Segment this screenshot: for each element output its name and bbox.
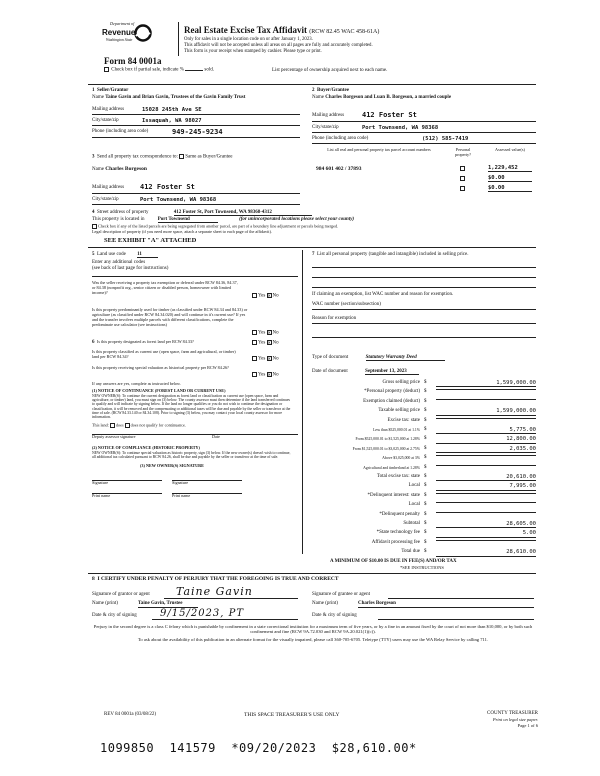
calc-value[interactable] (436, 512, 536, 513)
calc-label: From $525,000.01 to $1,525,000 at 1.28% (355, 437, 420, 442)
correspondence-mailing-label: Mailing address (92, 185, 125, 191)
buyer-phone-label: Phone (including area code) (312, 135, 369, 141)
perjury-notice: Perjury in the second degree is a class C felony which is punishable by confinement in a state correctional institution for a maximum term of five years, or by a fine in an amount fixed by the court of not more than $10,000, or by both such confinement and fine (RCW 9A.72.030 and RCW 9A.20.021(1)(c)). (93, 624, 533, 635)
calc-label: *Personal property (deduct) (364, 389, 420, 395)
personal-property-field-3[interactable] (312, 278, 536, 288)
doc-type-value[interactable]: Statutory Warranty Deed (366, 355, 445, 361)
calc-row (312, 474, 536, 481)
correspondence-section (92, 154, 300, 205)
ownership-label: List percentage of ownership acquired next to each name. (272, 68, 388, 73)
title-text: Real Estate Excise Tax Affidavit (184, 25, 307, 35)
timber-question-text: Is this property predominantly used for timber (as classified under RCW 84.34 and 84.33) or agriculture (as classified under RCW 84.34.020) and will continue in it's current use? If yes and the transfer involves multiple parcels with different classifications, complete the predominate use calculator (see instructions) (92, 307, 248, 327)
rule-top (88, 84, 536, 85)
forest-number: 6 (92, 340, 95, 345)
calc-value[interactable] (436, 455, 536, 456)
forest-q2-text: Is this property classified as current use (open space, farm and agricultural, or timber) land per RCW 84.34? (92, 349, 236, 359)
land-use-row (92, 252, 298, 258)
buyer-section-number: 2 (312, 88, 315, 93)
land-use-number: 5 (92, 252, 95, 257)
notice1-title: (1) NOTICE OF CONTINUANCE (FOREST LAND OR CURRENT USE) (92, 387, 226, 393)
dollar-sign: $ (424, 483, 427, 489)
buyer-name-label: Name (312, 94, 324, 100)
seller-heading: Seller/Grantor (97, 88, 129, 93)
forest-section (92, 340, 298, 504)
dollar-sign: $ (424, 511, 427, 517)
calc-label: Subtotal (403, 521, 420, 526)
calc-value[interactable]: 5,775.00 (436, 427, 536, 434)
grantee-name-value[interactable]: Charles Borgeson (358, 601, 534, 608)
yes-checkbox[interactable] (252, 293, 257, 298)
forest-q1-text: Is this property designated as forest land per RCW 84.33? (97, 339, 194, 344)
dept-line1: Department of (110, 21, 135, 26)
personal-property-field-1[interactable] (312, 258, 536, 268)
county-treasurer: COUNTY TREASURER (487, 711, 538, 716)
yes-label: Yes (258, 330, 266, 336)
deputy-label: Deputy assessor signature (92, 434, 136, 440)
if-yes-note: If any answers are yes, complete as instructed below. (92, 381, 181, 386)
calc-row (312, 521, 536, 528)
seller-mailing-value[interactable]: 15028 245th Ave SE (142, 106, 202, 113)
property-section (92, 210, 536, 244)
print-legal-note: Print on legal size paper. (492, 717, 538, 722)
calc-label: Above $3,025,000 at 3% (382, 456, 420, 461)
forest-q2-answer (252, 356, 279, 362)
dollar-sign: $ (424, 492, 427, 498)
new-owner-signature-block (92, 480, 298, 504)
seller-phone-value[interactable]: 949-245-9234 (172, 127, 223, 136)
correspondence-label: Send all property tax correspondence to: (97, 154, 178, 160)
personal-property-label: List all personal property (tangible and intangible) included in selling price. (317, 252, 469, 257)
does-label: does (115, 422, 124, 428)
dollar-sign: $ (424, 539, 427, 545)
correspondence-city-value[interactable]: Port Townsend, WA 98368 (140, 197, 217, 204)
buyer-section (312, 88, 536, 144)
calc-label: Agricultural and timberland at 1.28% (363, 465, 420, 470)
dollar-sign: $ (424, 408, 427, 414)
segregated-checkbox[interactable] (92, 224, 97, 229)
calc-row (312, 530, 536, 537)
forest-q1-answer (252, 340, 279, 346)
no-checkbox[interactable] (267, 293, 272, 298)
grantor-date-label: Date & city of signing (92, 613, 137, 618)
buyer-phone-value[interactable]: (512) 585-7419 (422, 135, 469, 142)
personal-property-checkbox[interactable] (460, 166, 465, 171)
header-divider (178, 22, 179, 56)
parcel-col-personal: Personal property? (454, 147, 472, 157)
same-as-buyer-checkbox[interactable] (179, 154, 184, 159)
grantee-sig-line[interactable] (388, 598, 534, 599)
seller-city-value[interactable]: Issaquah, WA 98027 (142, 117, 202, 124)
dollar-sign: $ (424, 436, 427, 442)
no-label: No (272, 330, 279, 336)
no-checkbox[interactable] (267, 340, 272, 345)
dollar-sign: $ (424, 474, 427, 479)
grantor-sig-line (164, 598, 298, 599)
certify-heading-row (92, 576, 339, 582)
yes-checkbox[interactable] (252, 340, 257, 345)
calc-row (312, 483, 536, 490)
parcel-row (312, 184, 536, 194)
correspondence-name-label: Name (92, 167, 104, 173)
calc-value[interactable]: 28,610.00 (436, 549, 536, 556)
dollar-sign: $ (424, 389, 427, 395)
calc-row (312, 408, 536, 415)
notice1-body: NEW OWNER(S): To continue the current designation as forest land or classification as current use (open space, farm and agriculture, or timber) land, you must sign on (3) below. The county assessor must then determine if the land transferred continues to qualify and will indicate by signing below. If the land no longer qualifies or you do not wish to continue the designation or classification, it will be removed and the compensating or additional taxes will be due and payable by the seller or transferor at the time of sale. (RCW 84.33.140 or 84.34.108). Prior to signing (3) below, you may contact your local county assessor for more information. (92, 393, 291, 420)
calc-row (312, 418, 536, 425)
calc-row (312, 446, 536, 453)
exemption-question-text: Was the seller receiving a property tax exemption or deferral under RCW 84.36, 84.37, or 84.38 (nonprofit org., senior citizen or disabled person, homeowner with limited income)? (92, 280, 238, 295)
grantee-date-line[interactable] (378, 619, 534, 620)
calc-row (312, 436, 536, 443)
assessed-value[interactable]: 1,229,452 (488, 165, 532, 172)
parcel-rows (312, 164, 536, 194)
dollar-sign: $ (424, 398, 427, 404)
signature-2-label[interactable]: Signature (172, 480, 242, 486)
grantor-name-value[interactable]: Taine Gavin, Trustee (138, 601, 198, 608)
calc-value[interactable] (436, 465, 536, 466)
see-back-label: (see back of last page for instructions) (92, 265, 169, 271)
seller-mailing-label: Mailing address (92, 106, 125, 112)
dollar-sign: $ (424, 521, 427, 526)
grantor-sig-label: Signature of grantor or agent (92, 592, 150, 597)
print-name-2-label[interactable]: Print name (172, 493, 242, 499)
seller-name-value[interactable]: Taine Gavin and Brian Gavin, Trustees of the Gavin Family Trust (105, 94, 246, 100)
correspondence-city-label: City/state/zip (92, 197, 119, 203)
buyer-mailing-value[interactable]: 412 Foster St (362, 110, 417, 119)
no-label: No (272, 356, 279, 362)
dollar-sign: $ (424, 464, 427, 470)
correspondence-number: 3 (92, 154, 95, 160)
exemption-answer (252, 293, 279, 299)
grantor-sig-row (92, 586, 300, 600)
correspondence-name-value[interactable]: Charles Borgeson (105, 166, 147, 173)
additional-codes-label: Enter any additional codes (92, 259, 146, 265)
seller-phone-label: Phone (including area code) (92, 128, 149, 134)
grantor-date-row (92, 609, 300, 621)
doc-date-row (312, 369, 536, 375)
timber-answer (252, 330, 279, 336)
personal-property-field-2[interactable] (312, 268, 536, 278)
buyer-city-row (312, 125, 536, 133)
seller-name-row (92, 95, 300, 101)
notice2-body: NEW OWNER(S): To continue special valuation as historic property, sign (3) below. If the new owner(s) doesn't wish to continue, all additional tax calculated pursuant to RCW 84.26, shall be due and payable by the seller or transferor at the time of sale. (92, 450, 291, 460)
calc-value[interactable]: 1,599,000.00 (436, 380, 536, 387)
additional-codes-field[interactable] (92, 271, 298, 277)
forest-question-3 (92, 366, 298, 382)
rev-number: REV 84 0001a (03/08/22) (104, 712, 156, 717)
correspondence-mailing-value[interactable]: 412 Foster St (140, 183, 195, 192)
wac-row (312, 302, 536, 310)
calc-row (312, 427, 536, 434)
calc-value[interactable]: 7,995.00 (436, 483, 536, 490)
street-value[interactable]: 412 Foster St, Port Townsend, WA 98368-4312 (174, 210, 312, 216)
parcel-number[interactable]: 984 601 402 / 37893 (316, 166, 362, 172)
seller-name-label: Name (92, 94, 104, 100)
calc-label: Gross selling price (382, 380, 420, 385)
deputy-date-label: Date (212, 434, 220, 440)
calc-row (312, 465, 536, 472)
same-as-buyer-label: Same as Buyer/Grantee (185, 154, 233, 160)
calc-value[interactable]: 20,610.00 (436, 474, 536, 481)
no-label: No (272, 340, 279, 346)
buyer-name-value[interactable]: Charles Borgeson and Luan B. Borgeson, a married couple (325, 94, 452, 100)
land-use-code[interactable]: 11 (137, 252, 158, 258)
dept-line2: Revenue (102, 28, 136, 37)
parcel-row (312, 174, 536, 184)
assessed-value[interactable]: $0.00 (488, 175, 532, 182)
grantee-signature-block (312, 586, 536, 621)
calc-row (312, 549, 536, 556)
buyer-city-value[interactable]: Port Townsend, WA 98368 (362, 124, 439, 131)
calc-label: Total excise tax: state (376, 474, 420, 479)
yes-label: Yes (258, 372, 266, 378)
reason-row (312, 316, 536, 324)
personal-property-checkbox[interactable] (460, 186, 465, 191)
buyer-mailing-row (312, 110, 536, 122)
minimum-line2: *SEE INSTRUCTIONS (400, 565, 444, 570)
calc-value[interactable]: 28,605.00 (436, 521, 536, 528)
street-label: Street address of property (97, 210, 149, 215)
calc-value[interactable] (436, 399, 536, 400)
dollar-sign: $ (424, 380, 427, 385)
doc-date-label: Date of document (312, 369, 348, 374)
partial-sale-checkbox[interactable] (104, 67, 109, 72)
reason-field[interactable] (312, 330, 536, 338)
seller-city-label: City/state/zip (92, 117, 119, 123)
located-row (92, 217, 536, 223)
no-label: No (272, 372, 279, 378)
personal-property-number: 7 (312, 252, 315, 257)
calc-row (312, 399, 536, 406)
calc-label: Local (408, 502, 420, 508)
seller-phone-row (92, 129, 300, 138)
exemption-label: If claiming an exemption, list WAC number and reason for exemption. (312, 291, 454, 297)
correspondence-mailing-row (92, 185, 300, 194)
yes-checkbox[interactable] (252, 372, 257, 377)
legal-description[interactable]: SEE EXHIBIT "A" ATTACHED (104, 236, 197, 244)
form-number: Form 84 0001a (104, 56, 162, 66)
grantor-name-label: Name (print) (92, 601, 118, 606)
dollar-sign: $ (424, 530, 427, 536)
calc-value[interactable] (436, 540, 536, 541)
doc-type-row (312, 355, 536, 361)
calc-value[interactable]: 12,800.00 (436, 436, 536, 443)
calc-value[interactable]: 2,035.00 (436, 446, 536, 453)
print-name-1-label[interactable]: Print name (92, 493, 162, 499)
title-ref: (RCW 82.45 WAC 458-61A) (309, 29, 380, 35)
signature-1-label[interactable]: Signature (92, 480, 162, 486)
this-land-row (92, 423, 298, 428)
calc-label: Local (408, 483, 420, 489)
yes-checkbox[interactable] (252, 330, 257, 335)
new-owner-signature-title: (3) NEW OWNER(S) SIGNATURE (140, 462, 204, 468)
rule-certify (88, 573, 536, 574)
partial-sale-row (104, 67, 214, 73)
personal-property-section (312, 252, 536, 338)
doc-date-value[interactable]: September 13, 2023 (365, 369, 419, 375)
calc-row (312, 389, 536, 396)
exemption-question (92, 281, 298, 307)
buyer-phone-row (312, 136, 536, 144)
calc-row (312, 455, 536, 462)
yes-label: Yes (258, 340, 266, 346)
does-checkbox[interactable] (110, 423, 115, 428)
grantee-name-label: Name (print) (312, 601, 338, 606)
timber-question (92, 308, 298, 340)
grantor-date-value[interactable]: 9/15/2023, PT (160, 608, 245, 619)
header-note3: This form is your receipt when stamped by cashier. Please type or print. (184, 49, 322, 54)
calc-label: Excise tax: state (387, 417, 420, 423)
calc-value[interactable] (436, 493, 536, 494)
dollar-sign: $ (424, 455, 427, 461)
dollar-sign: $ (424, 445, 427, 451)
correspondence-row (92, 154, 300, 160)
street-row (92, 210, 536, 216)
dollar-sign: $ (424, 549, 427, 555)
calc-value[interactable]: 5.00 (436, 530, 536, 537)
partial-sale-label: Check box if partial sale, indicate % (111, 67, 184, 73)
calc-label: Total due (401, 549, 420, 555)
assessed-value[interactable]: $0.00 (488, 185, 532, 192)
buyer-name-row (312, 95, 536, 101)
partial-sale-percent-field[interactable] (185, 70, 203, 71)
treasurer-use: THIS SPACE TREASURER'S USE ONLY (244, 712, 340, 718)
located-value[interactable]: Port Townsend (158, 217, 218, 223)
dollar-sign: $ (424, 417, 427, 423)
forest-q3-answer (252, 372, 279, 378)
land-use-section (92, 252, 298, 340)
buyer-heading: Buyer/Grantee (317, 88, 349, 93)
grantee-date-row (312, 609, 536, 621)
sold-label: sold. (204, 67, 214, 73)
parcel-row (312, 164, 536, 174)
grantee-sig-label: Signature of grantee or agent (312, 592, 371, 597)
dollar-sign: $ (424, 427, 427, 432)
header-note2: This affidavit will not be accepted unless all areas on all pages are fully and accurately completed. (184, 43, 373, 48)
calc-label: *Delinquent interest: state (367, 492, 420, 498)
no-checkbox[interactable] (267, 330, 272, 335)
reason-label: Reason for exemption (312, 315, 357, 321)
segregated-label: Check box if any of the listed parcels are being segregated from another parcel, are part of a boundary line adjustment or parcels being merged. (98, 222, 339, 228)
calc-row (312, 502, 536, 509)
legal-label: Legal description of property (if you need more space, attach a separate sheet to each page of the affidavit). (92, 228, 272, 234)
no-checkbox[interactable] (267, 356, 272, 361)
grantor-date-line (152, 619, 298, 620)
column-divider (302, 250, 303, 554)
property-number: 4 (92, 210, 95, 215)
calc-row (312, 540, 536, 547)
deputy-row (92, 434, 298, 446)
wac-label: WAC number (section/subsection) (312, 301, 381, 307)
treasurer-stamp: 1099850 141579 *09/20/2023 $28,610.00* (100, 741, 417, 755)
grantee-date-label: Date & city of signing (312, 613, 357, 618)
calc-value[interactable]: 1,599,000.00 (436, 408, 536, 415)
yes-label: Yes (258, 356, 266, 362)
dollar-sign: $ (424, 502, 427, 508)
calc-label: From $1,525,000.01 to $3,025,000 at 2.75% (352, 446, 420, 451)
calc-row (312, 493, 536, 500)
does-not-label: does not qualify for continuance. (130, 422, 186, 428)
correspondence-city-row (92, 197, 300, 205)
calc-label: *Delinquent penalty (379, 511, 420, 517)
no-checkbox[interactable] (267, 372, 272, 377)
grantor-signature-block (92, 586, 300, 621)
buyer-mailing-label: Mailing address (312, 112, 345, 118)
calc-label: Exemption claimed (deduct) (363, 398, 420, 404)
this-land-label: This land: (92, 422, 109, 428)
grantee-name-row (312, 600, 536, 609)
grantor-signature[interactable]: Taine Gavin (176, 585, 253, 598)
calc-value[interactable] (436, 389, 536, 390)
no-label: No (272, 293, 279, 299)
logo-swoosh-icon (134, 24, 152, 42)
buyer-city-label: City/state/zip (312, 124, 339, 130)
seller-city-row (92, 118, 300, 126)
calc-row (312, 380, 536, 387)
does-not-checkbox[interactable] (125, 423, 130, 428)
parcel-col-number: List all real and personal property tax parcel account numbers (327, 147, 431, 152)
rule-after-legal (88, 247, 536, 248)
correspondence-name-row (92, 166, 300, 173)
page-number: Page 1 of 6 (517, 723, 538, 728)
calc-label: Affidavit processing fee (371, 539, 420, 545)
seller-section-number: 1 (92, 88, 95, 93)
located-label: This property is located in (92, 216, 145, 222)
personal-property-checkbox[interactable] (460, 176, 465, 181)
forest-question-2 (92, 350, 298, 366)
calc-row (312, 512, 536, 519)
form-title (184, 25, 379, 36)
dept-line3: Washington State (106, 38, 133, 42)
header-note1: Only for sales in a single location code on or after January 1, 2023. (184, 37, 313, 42)
land-use-label: Land use code (97, 252, 126, 257)
calc-label: Taxable selling price (378, 408, 420, 414)
certify-heading: I CERTIFY UNDER PENALTY OF PERJURY THAT THE FOREGOING IS TRUE AND CORRECT (97, 576, 339, 582)
doc-type-label: Type of document (312, 355, 349, 360)
revenue-logo (88, 22, 168, 52)
grantee-sig-row (312, 586, 536, 600)
notice2-title: (2) NOTICE OF COMPLIANCE (HISTORIC PROPERTY) (92, 445, 200, 451)
calc-value[interactable] (436, 418, 536, 419)
certify-number: 8 (92, 576, 95, 582)
parcel-col-assessed: Assessed value(s) (495, 147, 525, 152)
yes-label: Yes (258, 293, 266, 299)
seller-mailing-row (92, 107, 300, 115)
calc-value[interactable] (436, 502, 536, 503)
minimum-line1: A MINIMUM OF $10.00 IS DUE IN FEE(S) AND/OR TAX (330, 559, 457, 564)
yes-checkbox[interactable] (252, 356, 257, 361)
seller-section (92, 88, 300, 138)
forest-q3-text: Is this property receiving special valuation as historical property per RCW 84.26? (92, 365, 229, 370)
calc-label: *State technology fee (376, 530, 420, 536)
segregated-row (92, 224, 536, 229)
unincorporated-note: (for unincorporated locations please select your county) (239, 216, 355, 222)
calc-label: Less than $525,000.01 at 1.1% (373, 428, 420, 432)
accessibility-notice: To ask about the availability of this publication in an alternate format for the visually impaired, please call 360-705-6705. Teletype (TTY) users may use the WA Relay Service by calling 711. (137, 637, 489, 642)
